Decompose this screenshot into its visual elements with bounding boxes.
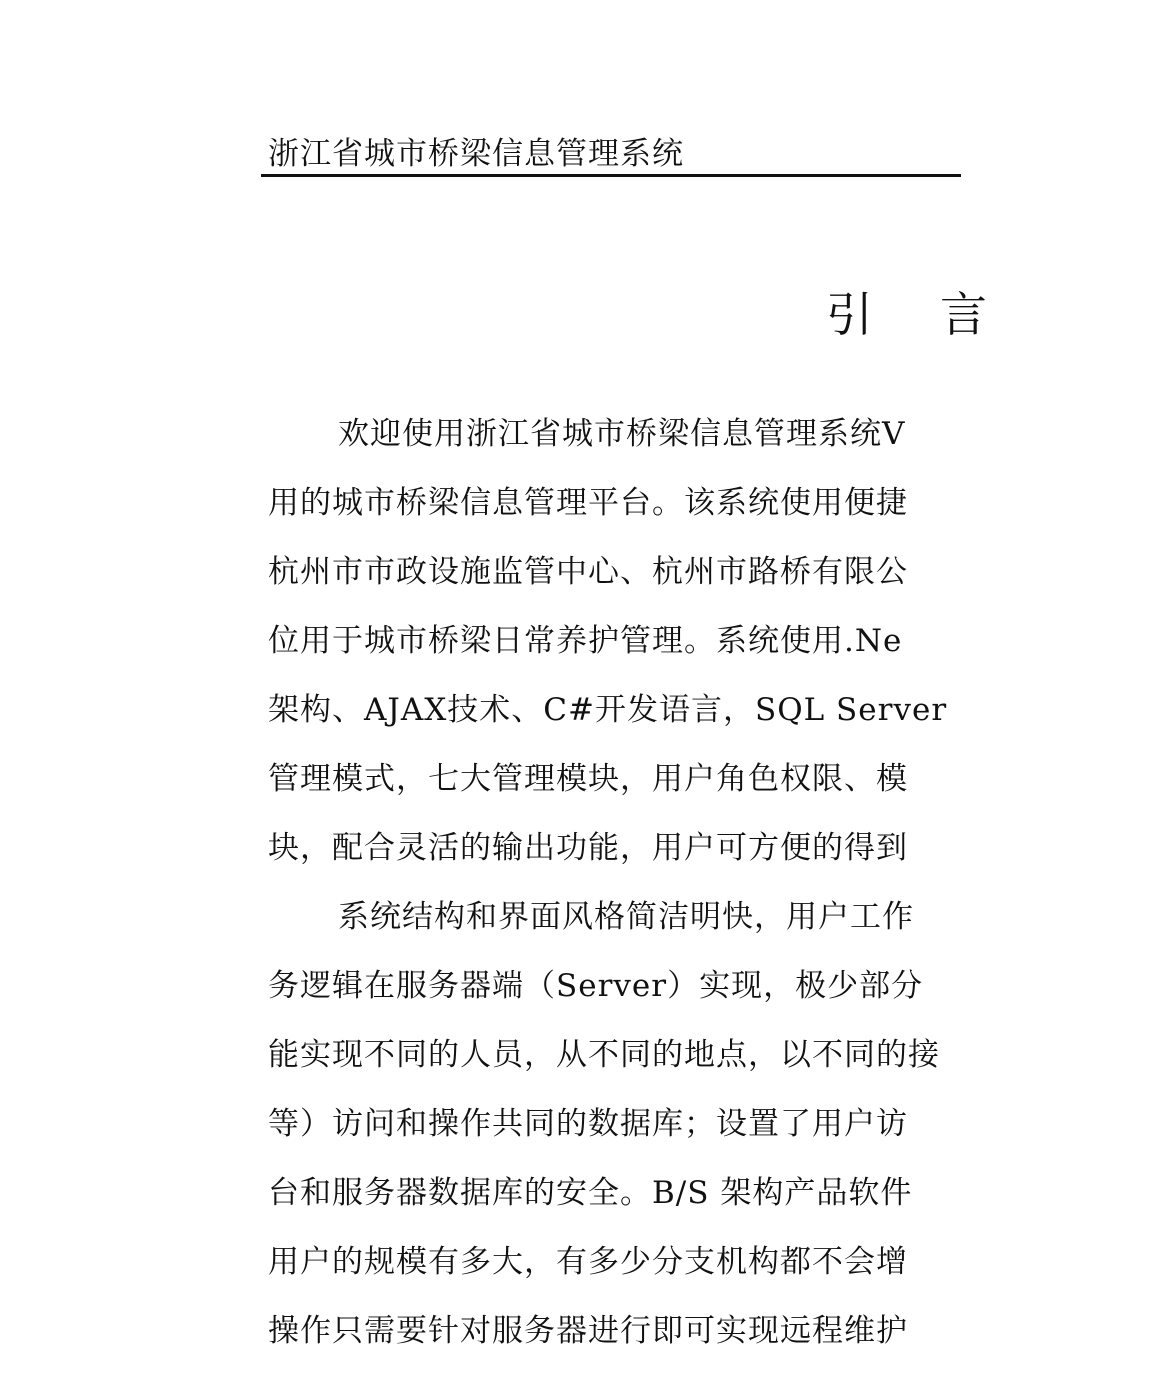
paragraph-line: 务逻辑在服务器端（Server）实现，极少部分	[268, 968, 924, 1004]
paragraph-line: 系统结构和界面风格简洁明快，用户工作	[338, 899, 914, 935]
paragraph-line: 用户的规模有多大，有多少分支机构都不会增	[268, 1244, 908, 1280]
paragraph-line: 用的城市桥梁信息管理平台。该系统使用便捷	[268, 485, 908, 521]
paragraph-line: 能实现不同的人员，从不同的地点，以不同的接	[268, 1037, 940, 1073]
body-text	[268, 408, 1168, 1374]
paragraph-line: 位用于城市桥梁日常养护管理。系统使用.Ne	[268, 623, 903, 659]
paragraph-line: 等）访问和操作共同的数据库；设置了用户访	[268, 1106, 908, 1142]
paragraph-line: 操作只需要针对服务器进行即可实现远程维护	[268, 1313, 908, 1349]
header-divider	[261, 174, 961, 177]
paragraph-line: 管理模式，七大管理模块，用户角色权限、模	[268, 761, 908, 797]
paragraph-line: 架构、AJAX技术、C#开发语言，SQL Server	[268, 692, 948, 728]
paragraph-line: 台和服务器数据库的安全。B/S 架构产品软件	[268, 1175, 913, 1211]
paragraph-line: 欢迎使用浙江省城市桥梁信息管理系统V	[338, 416, 906, 452]
running-header: 浙江省城市桥梁信息管理系统	[268, 136, 684, 172]
paragraph-line: 杭州市市政设施监管中心、杭州市路桥有限公	[268, 554, 908, 590]
paragraph-line: 块，配合灵活的输出功能，用户可方便的得到	[268, 830, 908, 866]
section-title: 引 言	[826, 288, 1013, 343]
